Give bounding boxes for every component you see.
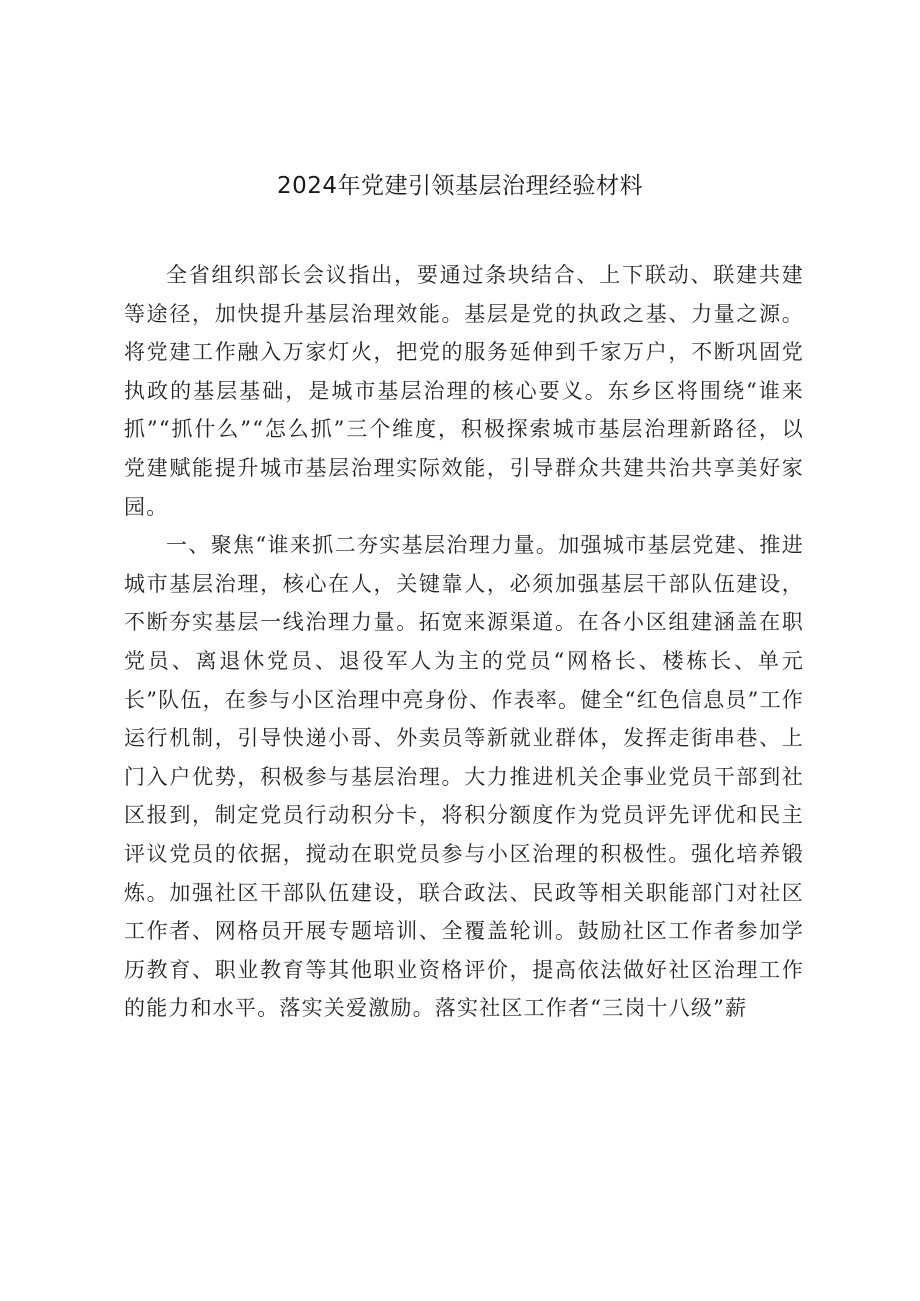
paragraph-intro: 全省组织部长会议指出，要通过条块结合、上下联动、联建共建等途径，加快提升基层治理效能。基层是党的执政之基、力量之源。将党建工作融入万家灯火，把党的服务延伸到千家万户，不断巩固党执政的基层基础，是城市基层治理的核心要义。东乡区将围绕“谁来抓”“抓什么”“怎么抓”三个维度，积极探索城市基层治理新路径，以党建赋能提升城市基层治理实际效能，引导群众共建共治共享美好家园。 xyxy=(124,263,804,519)
document-body xyxy=(124,256,804,1028)
paragraph-section-one: 一、聚焦“谁来抓二夯实基层治理力量。加强城市基层党建、推进城市基层治理，核心在人，关键靠人，必须加强基层干部队伍建设，不断夯实基层一线治理力量。拓宽来源渠道。在各小区组建涵盖在职党员、离退休党员、退役军人为主的党员“网格长、楼栋长、单元长”队伍，在参与小区治理中亮身份、作表率。健全“红色信息员”工作运行机制，引导快递小哥、外卖员等新就业群体，发挥走街串巷、上门入户优势，积极参与基层治理。大力推进机关企事业党员干部到社区报到，制定党员行动积分卡，将积分额度作为党员评先评优和民主评议党员的依据，搅动在职党员参与小区治理的积极性。强化培养锻炼。加强社区干部队伍建设，联合政法、民政等相关职能部门对社区工作者、网格员开展专题培训、全覆盖轮训。鼓励社区工作者参加学历教育、职业教育等其他职业资格评价，提高依法做好社区治理工作的能力和水平。落实关爱激励。落实社区工作者“三岗十八级”薪 xyxy=(124,533,804,1021)
document-title: 2024年党建引领基层治理经验材料 xyxy=(276,173,644,199)
